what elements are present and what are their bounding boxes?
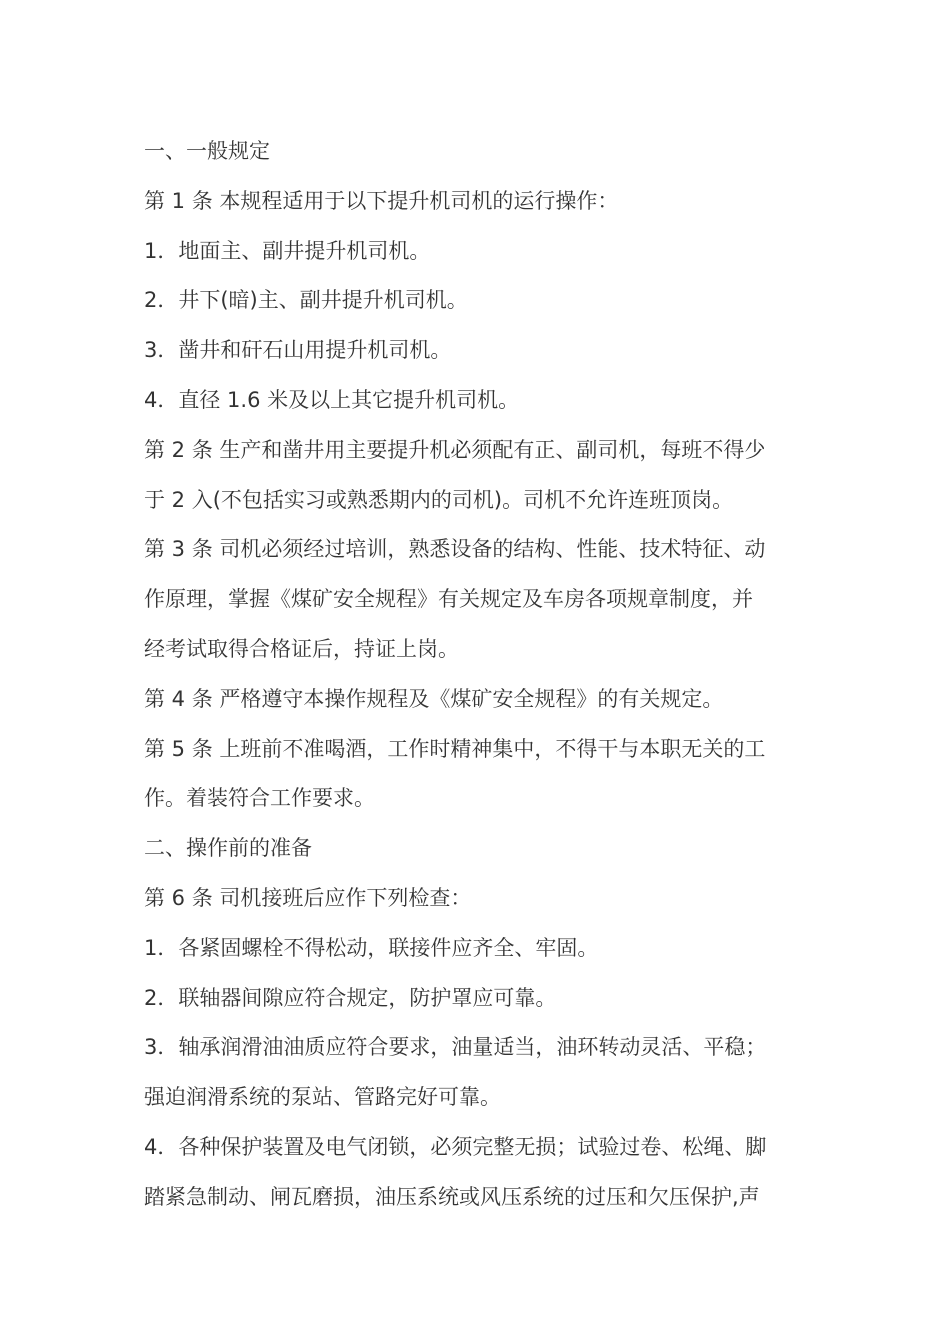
- section-heading-preparation: 二、操作前的准备: [144, 836, 312, 861]
- article-6-item-4-line-2: 踏紧急制动、闸瓦磨损，油压系统或风压系统的过压和欠压保护,声: [144, 1184, 760, 1209]
- article-6-item-3-line-1: 3．轴承润滑油油质应符合要求，油量适当，油环转动灵活、平稳；: [144, 1035, 767, 1060]
- article-1: 第 1 条 本规程适用于以下提升机司机的运行操作：: [144, 188, 619, 213]
- article-6-item-3-line-2: 强迫润滑系统的泵站、管路完好可靠。: [144, 1085, 501, 1110]
- article-2-line-1: 第 2 条 生产和凿井用主要提升机必须配有正、副司机，每班不得少: [144, 437, 766, 462]
- article-1-item-4: 4．直径 1.6 米及以上其它提升机司机。: [144, 387, 520, 412]
- article-3-line-3: 经考试取得合格证后，持证上岗。: [144, 636, 459, 661]
- article-6-item-1: 1．各紧固螺栓不得松动，联接件应齐全、牢固。: [144, 935, 599, 960]
- article-6-item-4-line-1: 4．各种保护装置及电气闭锁，必须完整无损；试验过卷、松绳、脚: [144, 1134, 767, 1159]
- article-1-item-1: 1．地面主、副井提升机司机。: [144, 238, 431, 263]
- article-1-item-3: 3．凿井和矸石山用提升机司机。: [144, 338, 452, 363]
- section-heading-general-rules: 一、一般规定: [144, 139, 270, 163]
- article-6-item-2: 2．联轴器间隙应符合规定，防护罩应可靠。: [144, 985, 557, 1010]
- article-3-line-1: 第 3 条 司机必须经过培训，熟悉设备的结构、性能、技术特征、动: [144, 537, 766, 562]
- article-5-line-1: 第 5 条 上班前不准喝酒，工作时精神集中，不得干与本职无关的工: [144, 736, 766, 761]
- article-5-line-2: 作。着装符合工作要求。: [144, 786, 375, 811]
- article-6: 第 6 条 司机接班后应作下列检查：: [144, 885, 472, 910]
- article-1-item-2: 2．井下(暗)主、副井提升机司机。: [144, 288, 468, 313]
- document-page: [144, 134, 808, 1230]
- article-2-line-2: 于 2 入(不包括实习或熟悉期内的司机)。司机不允许连班顶岗。: [144, 487, 734, 512]
- article-4: 第 4 条 严格遵守本操作规程及《煤矿安全规程》的有关规定。: [144, 686, 724, 711]
- article-3-line-2: 作原理，掌握《煤矿安全规程》有关规定及车房各项规章制度，并: [144, 587, 753, 612]
